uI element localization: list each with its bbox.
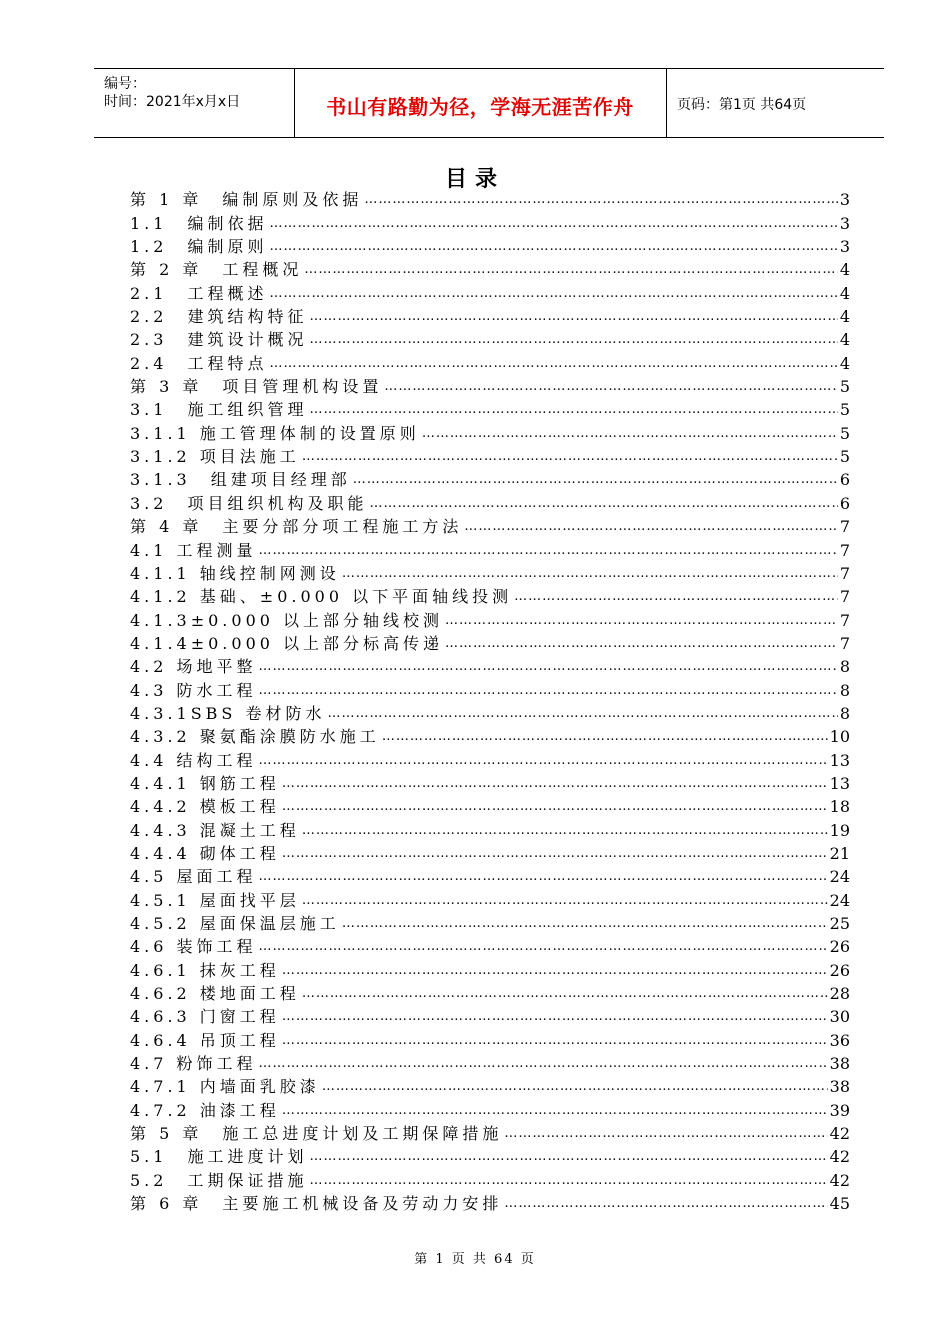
- toc-entry[interactable]: [130, 562, 850, 585]
- toc-entry-page: 39: [829, 1100, 850, 1120]
- serial-label: 编号：: [104, 76, 146, 92]
- toc-entry-page: 3: [839, 213, 850, 233]
- toc-entry-page: 4: [839, 330, 850, 350]
- toc-entry-label: 4.6.2 楼地面工程: [130, 984, 300, 1004]
- toc-leader-dots: [259, 749, 828, 772]
- toc-entry-page: 25: [829, 914, 850, 933]
- toc-entry-page: 38: [829, 1077, 850, 1097]
- toc-entry-page: 5: [839, 377, 850, 397]
- toc-entry-label: 4.6 装饰工程: [130, 937, 257, 957]
- toc-leader-dots: [259, 865, 828, 888]
- toc-leader-dots: [322, 1075, 828, 1098]
- toc-entry[interactable]: [130, 468, 850, 491]
- toc-leader-dots: [269, 352, 837, 375]
- toc-entry-label: 4.5.1 屋面找平层: [130, 890, 300, 910]
- toc-leader-dots: [282, 1005, 828, 1028]
- toc-entry[interactable]: [130, 1005, 850, 1028]
- toc-entry-page: 7: [839, 587, 850, 607]
- toc-leader-dots: [259, 935, 828, 958]
- toc-entry-page: 21: [829, 843, 850, 863]
- header-page-cell: [667, 69, 884, 137]
- toc-entry[interactable]: [130, 538, 850, 561]
- toc-entry-page: 24: [829, 867, 850, 887]
- toc-entry-page: 3: [839, 237, 850, 257]
- toc-entry-label: 3.1.3 组建项目经理部: [130, 470, 351, 490]
- toc-entry[interactable]: [130, 235, 850, 258]
- toc-entry-label: 4.5 屋面工程: [130, 867, 257, 887]
- toc-entry-label: 3.1.1 施工管理体制的设置原则: [130, 423, 420, 443]
- page-header: [94, 68, 884, 138]
- toc-entry[interactable]: [130, 725, 850, 748]
- toc-leader-dots: [302, 445, 838, 468]
- toc-leader-dots: [282, 1099, 828, 1122]
- toc-entry[interactable]: [130, 515, 850, 538]
- toc-entry-page: 7: [839, 517, 850, 537]
- toc-leader-dots: [309, 1169, 827, 1192]
- toc-entry[interactable]: [130, 211, 850, 234]
- toc-entry-label: 第 6 章 主要施工机械设备及劳动力安排: [130, 1194, 503, 1214]
- toc-entry[interactable]: [130, 398, 850, 421]
- toc-entry-label: 5.2 工期保证措施: [130, 1170, 308, 1190]
- toc-leader-dots: [259, 539, 838, 562]
- toc-entry-page: 5: [839, 400, 850, 420]
- toc-entry-label: 3.1.2 项目法施工: [130, 447, 300, 467]
- toc-entry-page: 8: [839, 703, 850, 723]
- toc-entry[interactable]: [130, 305, 850, 328]
- toc-entry-label: 4.1.4±0.000 以上部分标高传递: [130, 633, 444, 653]
- toc-entry-label: 第 1 章 编制原则及依据: [130, 190, 363, 210]
- toc-entry-page: 5: [839, 423, 850, 443]
- toc-entry-label: 4.4.2 模板工程: [130, 797, 280, 817]
- toc-entry-page: 42: [829, 1147, 850, 1167]
- toc-entry-label: 4.7.2 油漆工程: [130, 1100, 280, 1120]
- toc-leader-dots: [445, 609, 838, 632]
- toc-leader-dots: [445, 632, 838, 655]
- toc-entry-page: 7: [839, 633, 850, 653]
- toc-entry[interactable]: [130, 421, 850, 444]
- toc-entry-page: 18: [829, 797, 850, 817]
- toc-entry[interactable]: [130, 632, 850, 655]
- toc-entry-label: 4.4 结构工程: [130, 750, 257, 770]
- toc-entry-label: 4.6.3 门窗工程: [130, 1007, 280, 1027]
- toc-leader-dots: [302, 819, 828, 842]
- toc-entry-label: 3.2 项目组织机构及职能: [130, 493, 368, 513]
- toc-entry-label: 4.6.1 抹灰工程: [130, 960, 280, 980]
- toc-entry-page: 7: [839, 540, 850, 560]
- toc-leader-dots: [259, 679, 838, 702]
- toc-leader-dots: [304, 258, 837, 281]
- toc-entry-page: 6: [839, 470, 850, 490]
- toc-leader-dots: [364, 188, 837, 211]
- toc-entry[interactable]: [130, 795, 850, 818]
- toc-leader-dots: [384, 375, 837, 398]
- toc-entry[interactable]: [130, 351, 850, 374]
- toc-entry-label: 2.3 建筑设计概况: [130, 330, 308, 350]
- toc-entry[interactable]: [130, 1028, 850, 1051]
- toc-entry-label: 第 5 章 施工总进度计划及工期保障措施: [130, 1124, 503, 1144]
- toc-leader-dots: [302, 982, 828, 1005]
- toc-leader-dots: [504, 1122, 827, 1145]
- toc-entry[interactable]: [130, 678, 850, 701]
- toc-entry[interactable]: [130, 772, 850, 795]
- page-footer: 第 1 页 共 64 页: [414, 1252, 536, 1267]
- toc-entry-label: 4.2 场地平整: [130, 657, 257, 677]
- toc-entry-label: 2.1 工程概述: [130, 283, 268, 303]
- toc-entry-page: 45: [829, 1194, 850, 1214]
- toc-leader-dots: [504, 1192, 827, 1215]
- toc-leader-dots: [282, 1029, 828, 1052]
- toc-entry-label: 第 3 章 项目管理机构设置: [130, 377, 383, 397]
- toc-entry-page: 7: [839, 563, 850, 583]
- toc-entry-label: 4.6.4 吊顶工程: [130, 1030, 280, 1050]
- toc-entry-page: 3: [839, 190, 850, 210]
- toc-entry-label: 第 2 章 工程概况: [130, 260, 303, 280]
- toc-entry-label: 4.1.2 基础、±0.000 以下平面轴线投测: [130, 587, 513, 607]
- toc-entry-label: 2.2 建筑结构特征: [130, 307, 308, 327]
- motto-text: 书山有路勤为径，学海无涯苦作舟: [326, 95, 634, 119]
- toc-entry-page: 30: [829, 1007, 850, 1027]
- toc-leader-dots: [353, 468, 838, 491]
- toc-entry[interactable]: [130, 982, 850, 1005]
- toc-entry-page: 24: [829, 890, 850, 910]
- toc-leader-dots: [464, 515, 837, 538]
- toc-entry-label: 1.1 编制依据: [130, 213, 268, 233]
- toc-leader-dots: [282, 772, 828, 795]
- toc-leader-dots: [282, 842, 828, 865]
- toc-entry-page: 13: [829, 750, 850, 770]
- toc-leader-dots: [269, 282, 837, 305]
- toc-entry-label: 3.1 施工组织管理: [130, 400, 308, 420]
- time-label: 时间：2021年x月x日: [104, 94, 241, 110]
- toc-entry-page: 38: [829, 1054, 850, 1074]
- toc-entry[interactable]: [130, 281, 850, 304]
- toc-entry-label: 4.1.3±0.000 以上部分轴线校测: [130, 610, 444, 630]
- toc-entry-label: 4.1.1 轴线控制网测设: [130, 563, 340, 583]
- toc-leader-dots: [282, 959, 828, 982]
- toc-entry[interactable]: [130, 1168, 850, 1191]
- toc-leader-dots: [309, 328, 837, 351]
- toc-entry[interactable]: [130, 608, 850, 631]
- header-motto-cell: [294, 69, 667, 137]
- toc-entry-page: 28: [829, 984, 850, 1004]
- toc-entry-page: 42: [829, 1170, 850, 1190]
- toc-leader-dots: [342, 912, 828, 935]
- toc-entry[interactable]: [130, 935, 850, 958]
- toc-entry-page: 42: [829, 1124, 850, 1144]
- toc-entry-label: 4.1 工程测量: [130, 540, 257, 560]
- toc-entry-label: 5.1 施工进度计划: [130, 1147, 308, 1167]
- toc-entry[interactable]: [130, 818, 850, 841]
- toc-entry[interactable]: [130, 655, 850, 678]
- toc-entry-page: 4: [839, 283, 850, 303]
- toc-entry[interactable]: [130, 842, 850, 865]
- toc-entry-label: 第 4 章 主要分部分项工程施工方法: [130, 517, 463, 537]
- toc-entry-label: 4.4.1 钢筋工程: [130, 773, 280, 793]
- toc-title: 目录: [444, 167, 505, 192]
- toc-entry-page: 6: [839, 493, 850, 513]
- toc-leader-dots: [259, 1052, 828, 1075]
- toc-entry-label: 2.4 工程特点: [130, 353, 268, 373]
- toc-entry[interactable]: [130, 375, 850, 398]
- toc-entry[interactable]: [130, 958, 850, 981]
- toc-leader-dots: [309, 398, 837, 421]
- toc-entry[interactable]: [130, 865, 850, 888]
- toc-entry-page: 8: [839, 680, 850, 700]
- toc-entry[interactable]: [130, 258, 850, 281]
- table-of-contents: [130, 188, 850, 1215]
- toc-entry[interactable]: [130, 1075, 850, 1098]
- toc-entry[interactable]: [130, 188, 850, 211]
- toc-entry-label: 4.7 粉饰工程: [130, 1054, 257, 1074]
- toc-entry[interactable]: [130, 702, 850, 725]
- toc-entry-page: 13: [829, 773, 850, 793]
- toc-entry[interactable]: [130, 328, 850, 351]
- toc-leader-dots: [302, 889, 828, 912]
- toc-entry-label: 4.3.1SBS 卷材防水: [130, 703, 326, 723]
- toc-entry[interactable]: [130, 491, 850, 514]
- header-info-cell: [94, 69, 295, 137]
- page-number-label: 页码：第1页 共64页: [677, 97, 807, 113]
- toc-entry-label: 4.7.1 内墙面乳胶漆: [130, 1077, 320, 1097]
- toc-leader-dots: [342, 562, 838, 585]
- toc-entry-page: 8: [839, 657, 850, 677]
- toc-entry-page: 26: [829, 937, 850, 957]
- toc-entry-label: 4.3.2 聚氨酯涂膜防水施工: [130, 727, 380, 747]
- toc-entry-page: 19: [829, 820, 850, 840]
- toc-entry-page: 36: [829, 1030, 850, 1050]
- toc-entry-page: 4: [839, 353, 850, 373]
- toc-leader-dots: [422, 422, 838, 445]
- toc-entry[interactable]: [130, 888, 850, 911]
- toc-entry-label: 4.4.4 砌体工程: [130, 843, 280, 863]
- toc-entry[interactable]: [130, 1098, 850, 1121]
- toc-leader-dots: [309, 305, 837, 328]
- toc-entry-label: 4.3 防水工程: [130, 680, 257, 700]
- toc-leader-dots: [269, 235, 837, 258]
- toc-entry[interactable]: [130, 748, 850, 771]
- toc-entry-page: 10: [829, 727, 850, 747]
- toc-leader-dots: [259, 655, 838, 678]
- toc-leader-dots: [327, 702, 837, 725]
- toc-entry-page: 26: [829, 960, 850, 980]
- toc-entry[interactable]: [130, 1145, 850, 1168]
- toc-entry-page: 4: [839, 307, 850, 327]
- toc-leader-dots: [514, 585, 838, 608]
- toc-entry-page: 4: [839, 260, 850, 280]
- toc-entry[interactable]: [130, 1052, 850, 1075]
- toc-entry[interactable]: [130, 445, 850, 468]
- toc-leader-dots: [382, 725, 828, 748]
- toc-leader-dots: [282, 795, 828, 818]
- toc-leader-dots: [309, 1145, 827, 1168]
- toc-leader-dots: [369, 492, 837, 515]
- toc-entry[interactable]: [130, 912, 850, 935]
- toc-entry-label: 1.2 编制原则: [130, 237, 268, 257]
- toc-entry[interactable]: [130, 1122, 850, 1145]
- toc-entry-label: 4.5.2 屋面保温层施工: [130, 914, 340, 933]
- toc-entry-page: 7: [839, 610, 850, 630]
- toc-leader-dots: [269, 212, 837, 235]
- toc-entry-page: 5: [839, 447, 850, 467]
- toc-entry-label: 4.4.3 混凝土工程: [130, 820, 300, 840]
- toc-entry[interactable]: [130, 585, 850, 608]
- toc-entry[interactable]: [130, 1192, 850, 1215]
